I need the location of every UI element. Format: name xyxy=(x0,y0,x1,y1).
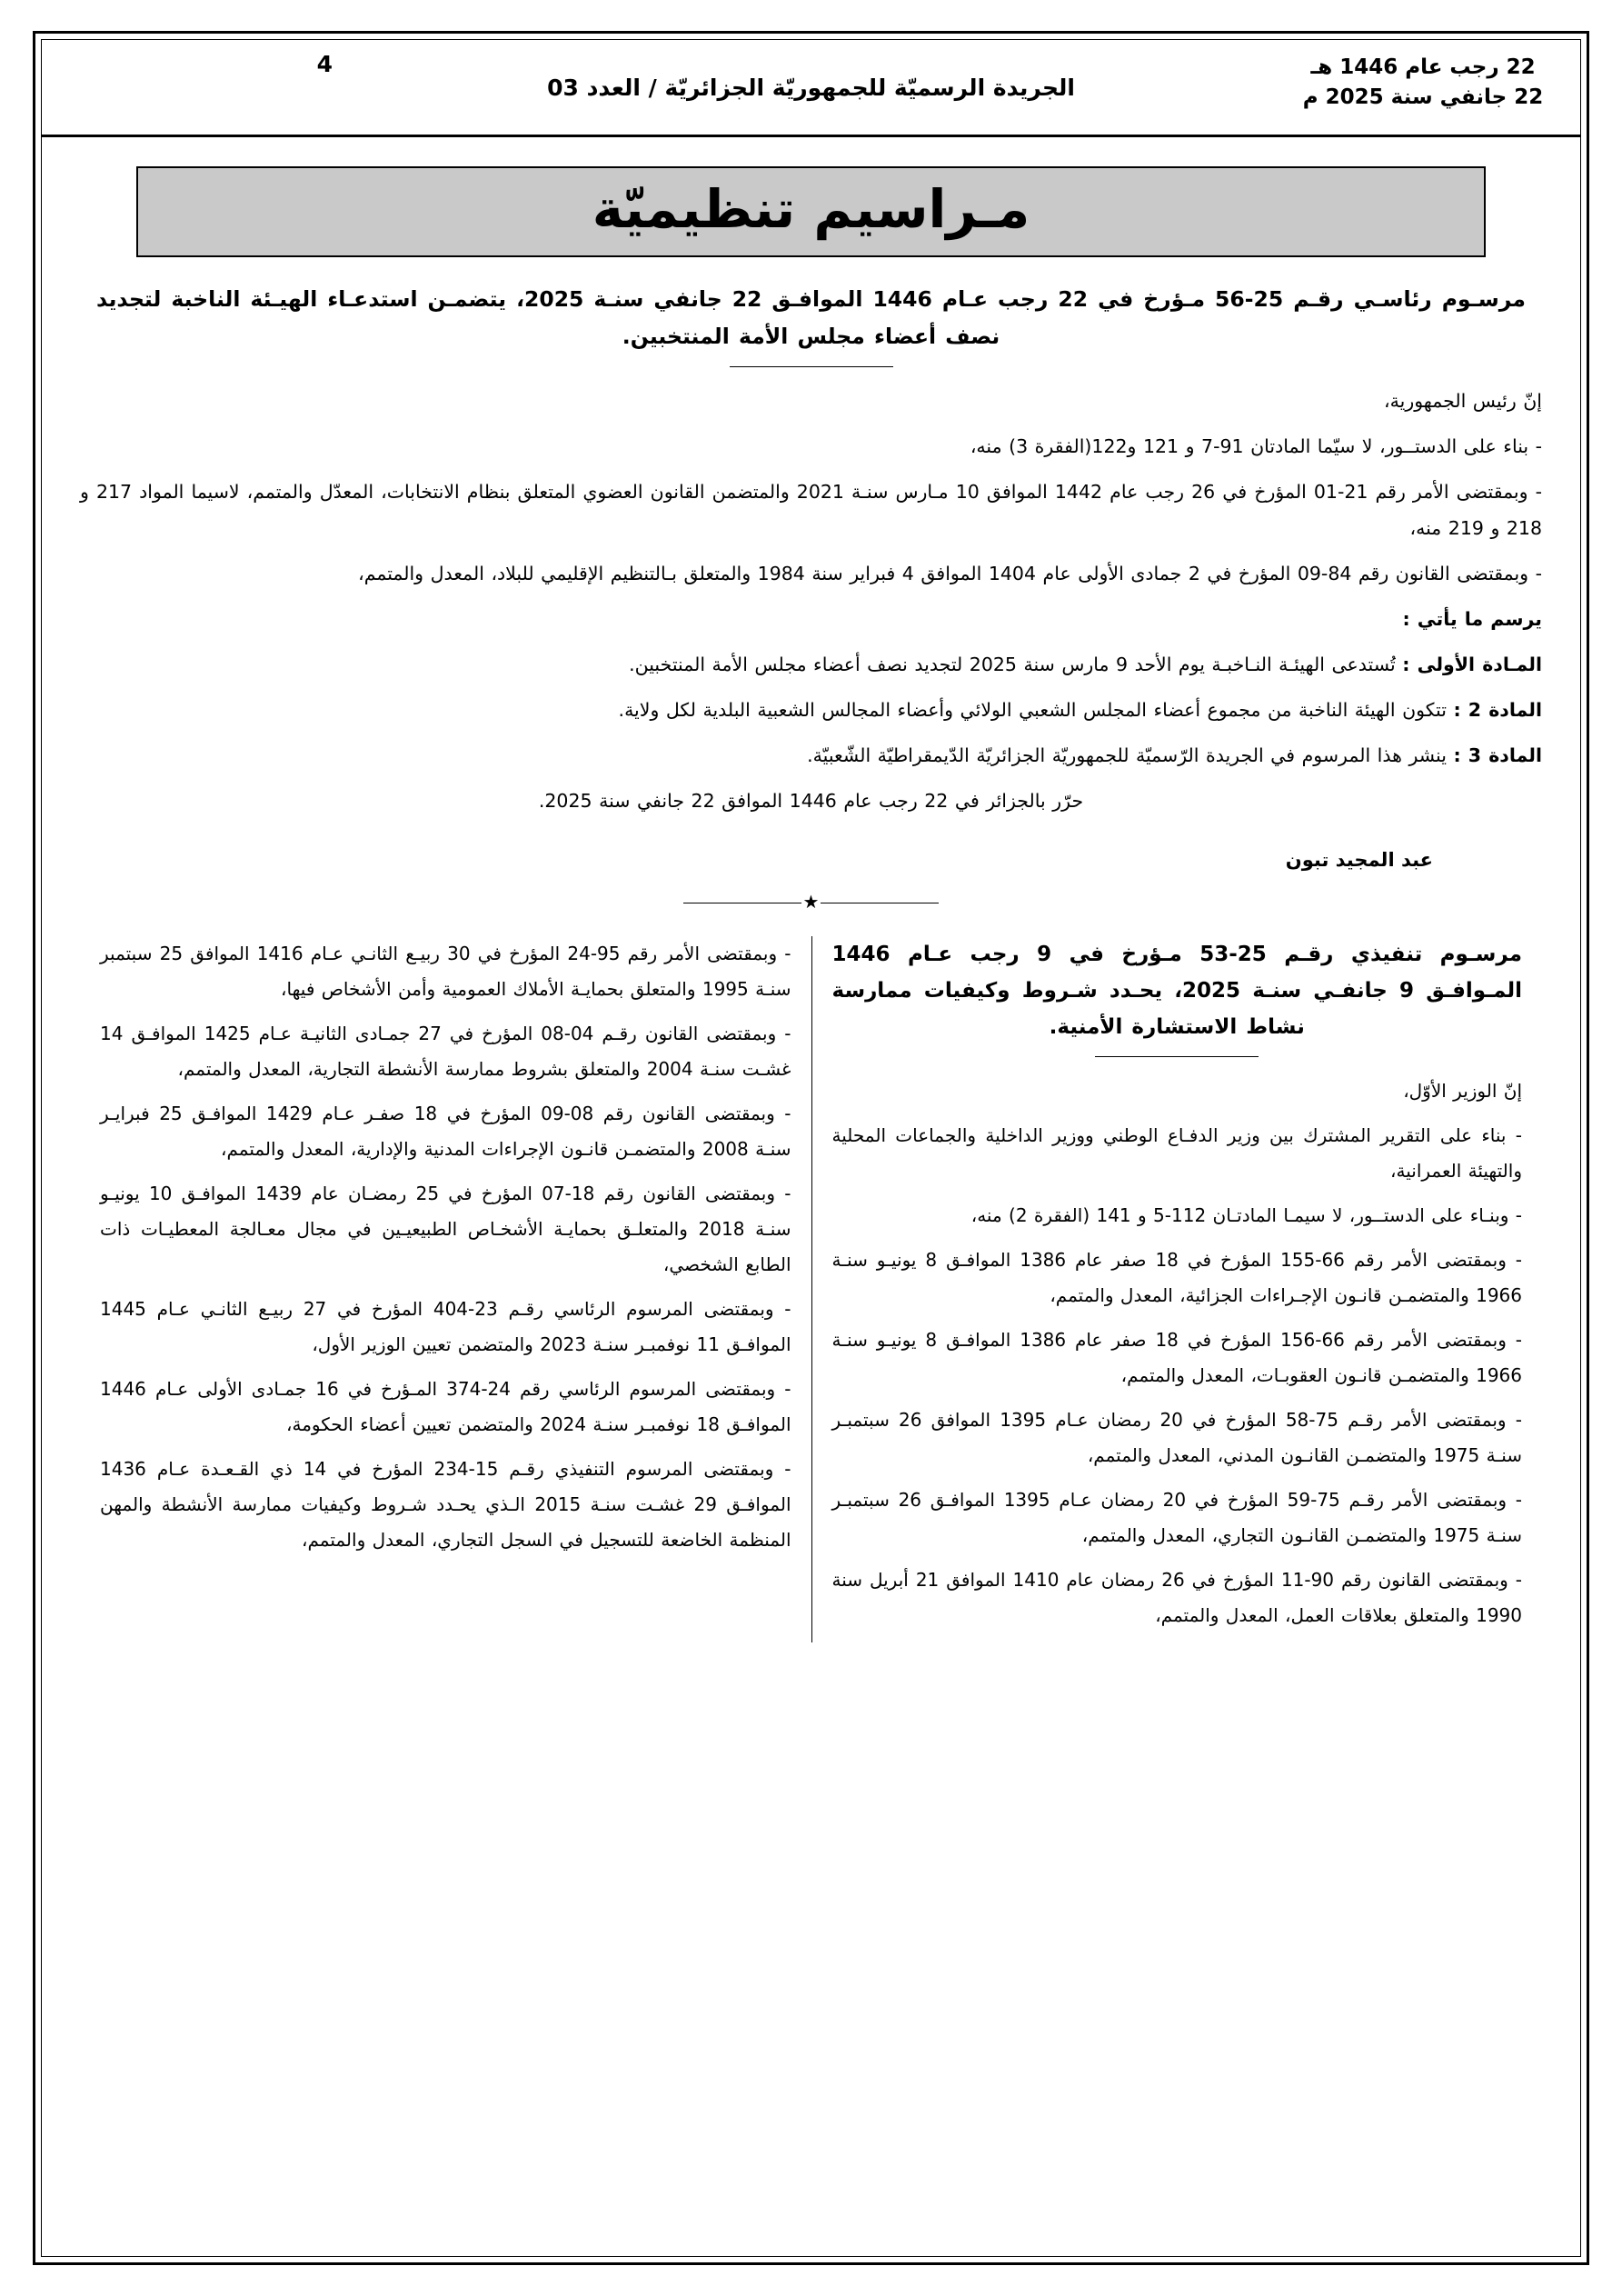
signature-name: عبد المجيد تبون xyxy=(1285,848,1433,871)
decree-1-article-1 xyxy=(80,647,1542,684)
decree-2-preamble-1: - بناء على التقرير المشترك بين وزير الدفـاع الوطني ووزير الداخلية والجماعات المحلية والتهيئة العمرانية، xyxy=(831,1124,1522,1183)
decree-2-preamble-11: - وبمقتضى القانون رقم 18-07 المؤرخ في 25 رمضـان عام 1439 الموافـق 10 يونيـو سنـة 2018 والمتعلـق بحمايـة الأشخـاص الطبيعيـين في مجال معـالجة المعطيـات ذات الطابع الشخصي، xyxy=(100,1182,791,1275)
decree-2-preamble-5: - وبمقتضى الأمر رقـم 75-58 المؤرخ في 20 رمضان عـام 1395 الموافق 26 سبتمبـر سنـة 1975 والمتضمـن القانـون المدني، المعدل والمتمم، xyxy=(831,1409,1522,1467)
page-number: 4 xyxy=(316,51,333,77)
column-left xyxy=(80,936,811,1643)
hijri-date: 22 رجب عام 1446 هـ xyxy=(1310,55,1536,79)
journal-title: الجريدة الرسميّة للجمهوريّة الجزائريّة / العدد 03 xyxy=(547,74,1075,101)
decree-1-preamble-3: - وبمقتضى القانون رقم 84-09 المؤرخ في 2 جمادى الأولى عام 1404 الموافق 4 فبراير سنة 1984 والمتعلق بـالتنظيم الإقليمي للبلاد، المعدل والمتمم، xyxy=(358,562,1542,584)
article-2-text: تتكون الهيئة الناخبة من مجموع أعضاء المجلس الشعبي الولائي وأعضاء المجالس الشعبية البلدية لكل ولاية. xyxy=(618,698,1454,721)
decree-2-preamble-0: إنّ الوزير الأوّل، xyxy=(1403,1080,1522,1103)
decree-2-title: مرسـوم تنفيذي رقـم 25-53 مـؤرخ في 9 رجب عـام 1446 المـوافـق 9 جانفـي سنـة 2025، يحـدد شـروط وكيفيات ممارسة نشاط الاستشارة الأمنية. xyxy=(831,942,1523,1040)
column-right xyxy=(811,936,1543,1643)
decree-1-enacting-clause: يرسم ما يأتي : xyxy=(1402,607,1542,630)
article-2-label: المادة 2 : xyxy=(1453,698,1542,721)
section-banner xyxy=(136,166,1485,257)
decree-2-preamble-12: - وبمقتضى المرسوم الرئاسي رقـم 23-404 المؤرخ في 27 ربيـع الثانـي عـام 1445 الموافـق 11 نوفمبـر سنـة 2023 والمتضمن تعيين الوزير الأول، xyxy=(100,1297,791,1355)
page-content xyxy=(42,137,1580,2256)
signature-row xyxy=(80,829,1542,876)
decree-2-preamble-7: - وبمقتضى القانون رقم 90-11 المؤرخ في 26 رمضان عام 1410 الموافق 21 أبريل سنة 1990 والمتعلق بعلاقات العمل، المعدل والمتمم، xyxy=(831,1569,1522,1627)
star-separator xyxy=(80,890,1542,913)
decree-2-preamble-13: - وبمقتضى المرسوم الرئاسي رقم 24-374 المـؤرخ في 16 جمـادى الأولى عـام 1446 الموافـق 18 نوفمبـر سنـة 2024 والمتضمن تعيين أعضاء الحكومة، xyxy=(100,1377,791,1435)
decree-2-preamble-3: - وبمقتضى الأمر رقم 66-155 المؤرخ في 18 صفر عام 1386 الموافـق 8 يونيـو سنـة 1966 والمتضمـن قانـون الإجـراءات الجزائية، المعدل والمتمم، xyxy=(831,1249,1523,1307)
article-1-label: المـادة الأولى : xyxy=(1402,653,1542,675)
decree-2-preamble-10: - وبمقتضى القانون رقم 08-09 المؤرخ في 18 صفـر عـام 1429 الموافـق 25 فبرايـر سنـة 2008 والمتضمـن قانـون الإجراءات المدنية والإدارية، المعدل والمتمم، xyxy=(100,1102,791,1160)
page-inner-border xyxy=(41,39,1581,2257)
section-banner-text: مـراسيم تنظيميّة xyxy=(592,178,1030,240)
page-masthead xyxy=(42,40,1580,137)
decree-1-preamble-0: إنّ رئيس الجمهورية، xyxy=(1384,390,1542,413)
decree-2-preamble-9: - وبمقتضى القانون رقـم 04-08 المؤرخ في 27 جمـادى الثانيـة عـام 1425 الموافـق 14 غشـت سنـة 2004 والمتعلق بشروط ممارسة الأنشطة التجارية، المعدل والمتمم، xyxy=(100,1022,791,1080)
star-icon: ★ xyxy=(802,890,820,913)
decree-1-preamble-2: - وبمقتضى الأمر رقم 21-01 المؤرخ في 26 رجب عام 1442 الموافق 10 مـارس سنـة 2021 والمتضمن القانون العضوي المتعلق بنظام الانتخابات، المعدّل والمتمم، لاسيما المواد 217 و 218 و 219 منه، xyxy=(80,480,1542,539)
decree-1-title: مرسـوم رئاسـي رقـم 25-56 مـؤرخ في 22 رجب عـام 1446 الموافـق 22 جانفي سنـة 2025، يتضمـن استدعـاء الهيـئة الناخبة لتجديد نصف أعضاء مجلس الأمة المنتخبين. xyxy=(96,285,1526,349)
decree-2-preamble-2: - وبنـاء على الدستــور، لا سيمـا المادتـان 112-5 و 141 (الفقرة 2) منه، xyxy=(970,1204,1522,1227)
title-separator-rule xyxy=(730,366,893,367)
decree-2-preamble-8: - وبمقتضى الأمر رقم 95-24 المؤرخ في 30 ربيـع الثانـي عـام 1416 الموافق 25 سبتمبر سنـة 1995 والمتعلق بحمايـة الأملاك العمومية وأمن الأشخاص فيها، xyxy=(100,942,791,1000)
two-column-section xyxy=(80,936,1542,1643)
article-3-text: ينشر هذا المرسوم في الجريدة الرّسميّة للجمهوريّة الجزائريّة الدّيمقراطيّة الشّعبيّة. xyxy=(807,744,1454,766)
decree-2-preamble-6: - وبمقتضى الأمر رقـم 75-59 المؤرخ في 20 رمضان عـام 1395 الموافـق 26 سبتمبـر سنـة 1975 والمتضمـن القانـون التجاري، المعدل والمتمم، xyxy=(831,1489,1522,1547)
decree-2-preamble-14: - وبمقتضى المرسوم التنفيذي رقـم 15-234 المؤرخ في 14 ذي القـعـدة عـام 1436 الموافـق 29 غشـت سنـة 2015 الـذي يحـدد شـروط وكيفيات ممارسة الأنشطة والمهن المنظمة الخاضعة للتسجيل في السجل التجاري، المعدل والمتمم، xyxy=(100,1457,791,1551)
article-1-text: تُستدعى الهيئـة النـاخبـة يوم الأحد 9 مارس سنة 2025 لتجديد نصف أعضاء مجلس الأمة المنتخبين. xyxy=(629,653,1403,675)
page-outer-border xyxy=(33,31,1589,2265)
masthead-dates xyxy=(1280,40,1580,135)
gregorian-date: 22 جانفي سنة 2025 م xyxy=(1302,85,1544,110)
decree-1-article-3 xyxy=(80,738,1542,774)
decree-2-preamble-4: - وبمقتضى الأمر رقم 66-156 المؤرخ في 18 صفر عام 1386 الموافـق 8 يونيـو سنـة 1966 والمتضمـن قانـون العقوبـات، المعدل والمتمم، xyxy=(831,1329,1523,1387)
decree-1-closing: حرّر بالجزائر في 22 رجب عام 1446 الموافق 22 جانفي سنة 2025. xyxy=(538,789,1084,812)
decree-1-article-2 xyxy=(80,693,1542,729)
decree-1-preamble-1: - بناء على الدستــور، لا سيّما المادتان 91-7 و 121 و122(الفقرة 3) منه، xyxy=(970,435,1542,458)
decree-2-title-rule xyxy=(1095,1056,1259,1057)
article-3-label: المادة 3 : xyxy=(1453,744,1542,766)
